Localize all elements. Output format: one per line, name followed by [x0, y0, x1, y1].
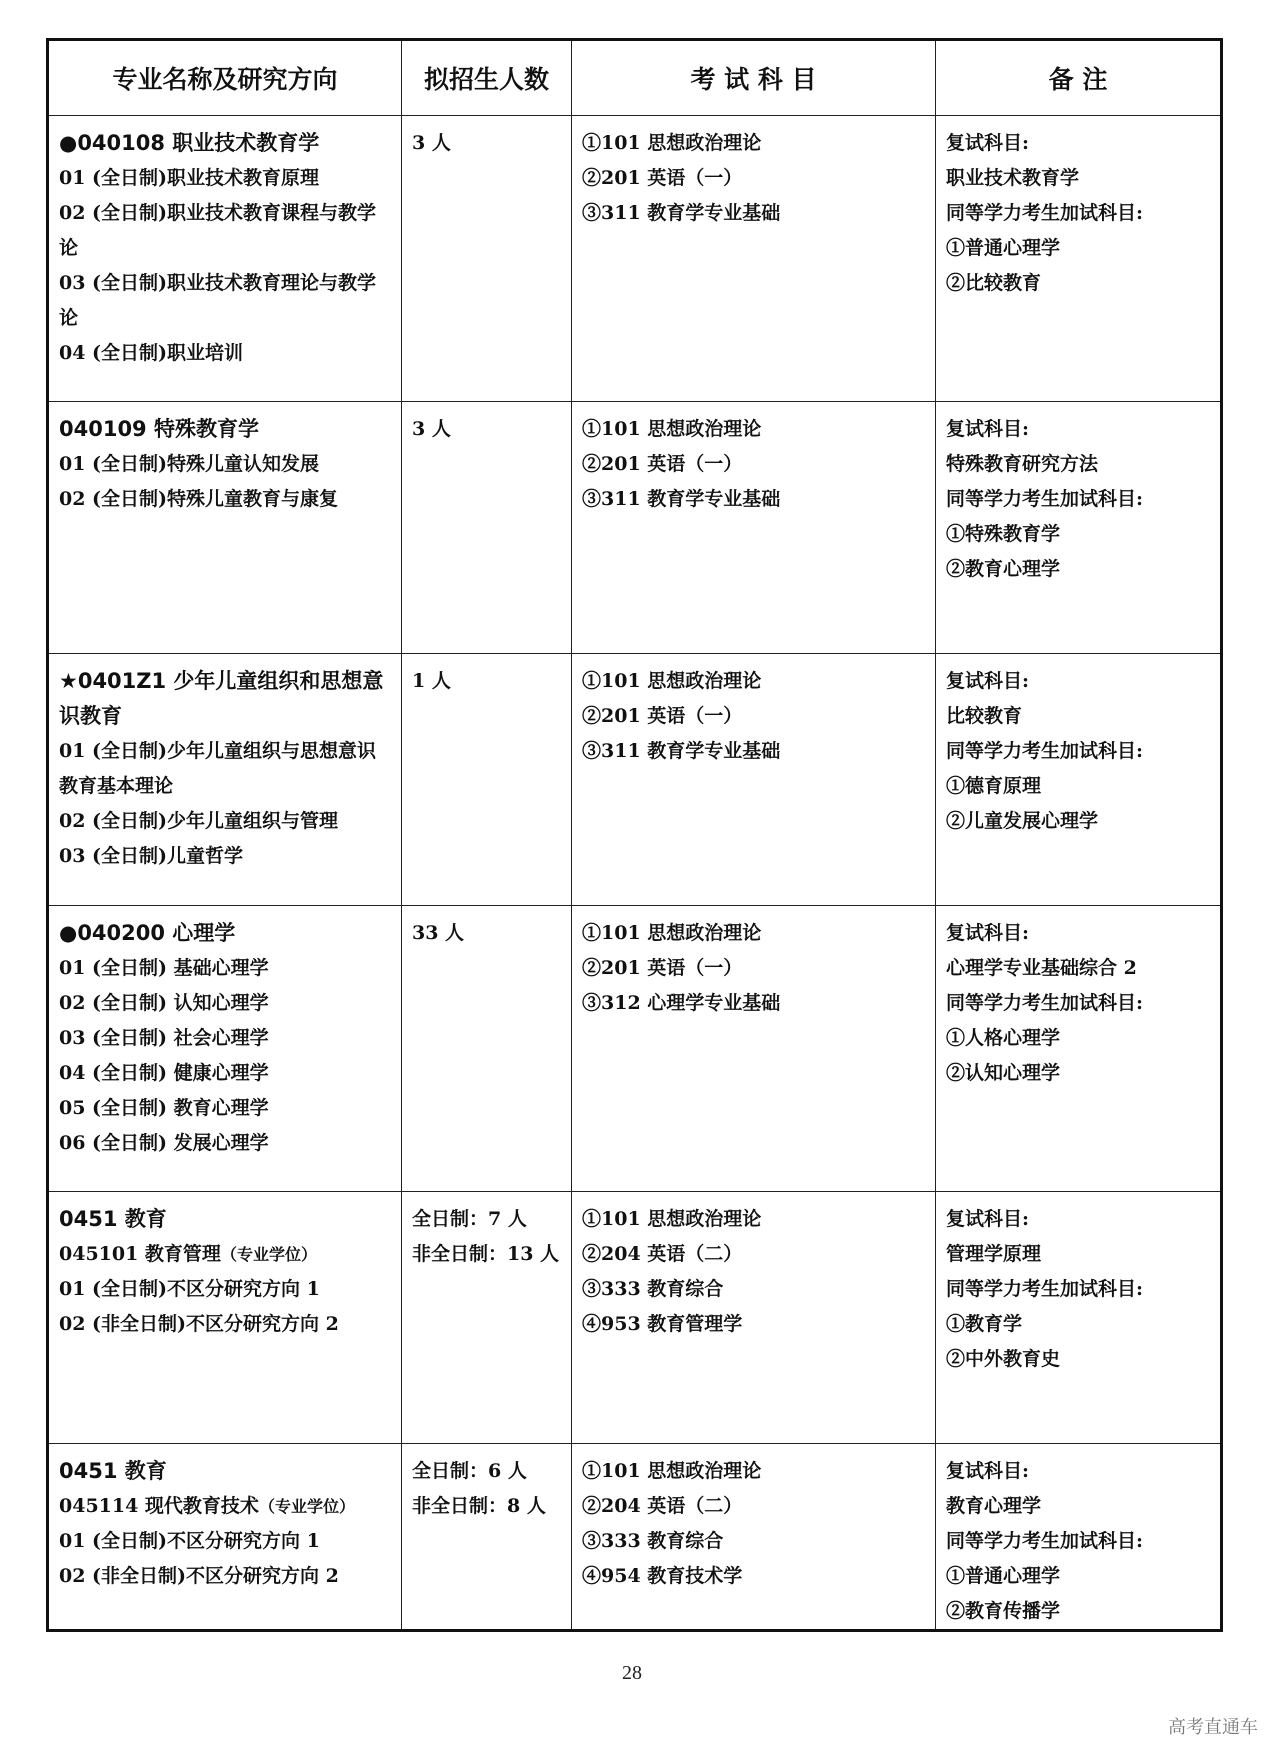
quota-line: 33 人 [412, 922, 465, 944]
research-direction: 04 (全日制)职业培训 [59, 342, 244, 364]
admissions-table [46, 38, 1223, 1632]
exams-content [572, 1444, 935, 1594]
exams-content [572, 1192, 935, 1342]
header-exams: 考 试 科 目 [572, 40, 936, 116]
note-line: 复试科目: [946, 418, 1030, 440]
quota-line: 全日制：7 人 [412, 1208, 527, 1230]
exams-cell [572, 906, 936, 1192]
exam-subject: ③312 心理学专业基础 [582, 992, 781, 1014]
research-direction: 01 (全日制)特殊儿童认知发展 [59, 453, 320, 475]
exams-content [572, 402, 935, 517]
notes-cell [936, 906, 1222, 1192]
major-title: 0451 教育 [59, 1459, 167, 1483]
note-line: 同等学力考生加试科目: [946, 1278, 1144, 1300]
notes-cell [936, 402, 1222, 654]
sub-tag: （专业学位） [258, 1497, 355, 1516]
note-line: 复试科目: [946, 1460, 1030, 1482]
exam-subject: ④954 教育技术学 [582, 1565, 743, 1587]
note-line: 同等学力考生加试科目: [946, 992, 1144, 1014]
major-content [49, 1192, 401, 1342]
major-content [49, 906, 401, 1161]
note-line: ②教育传播学 [946, 1600, 1061, 1622]
exam-subject: ①101 思想政治理论 [582, 670, 762, 692]
exams-cell [572, 116, 936, 402]
exams-content [572, 906, 935, 1021]
header-notes: 备 注 [936, 40, 1222, 116]
quota-cell [402, 654, 572, 906]
quota-cell [402, 1444, 572, 1631]
note-line: 职业技术教育学 [946, 167, 1080, 189]
notes-cell [936, 654, 1222, 906]
quota-content [402, 1192, 571, 1272]
table-row [48, 654, 1222, 906]
research-direction: 03 (全日制) 社会心理学 [59, 1027, 269, 1049]
note-line: 比较教育 [946, 705, 1023, 727]
note-line: 复试科目: [946, 1208, 1030, 1230]
research-direction: 05 (全日制) 教育心理学 [59, 1097, 269, 1119]
note-line: ①教育学 [946, 1313, 1023, 1335]
research-direction: 01 (全日制)少年儿童组织与思想意识教育基本理论 [59, 740, 377, 797]
header-quota: 拟招生人数 [402, 40, 572, 116]
exam-subject: ③311 教育学专业基础 [582, 202, 781, 224]
research-direction: 04 (全日制) 健康心理学 [59, 1062, 269, 1084]
note-line: 教育心理学 [946, 1495, 1042, 1517]
major-title: 040109 特殊教育学 [59, 417, 259, 441]
sub-code: 045114 现代教育技术 [59, 1495, 259, 1517]
exams-cell [572, 1192, 936, 1444]
major-title: ●040108 职业技术教育学 [59, 131, 320, 155]
major-cell [48, 906, 402, 1192]
quota-line: 3 人 [412, 418, 451, 440]
notes-content [936, 906, 1220, 1091]
major-cell [48, 1192, 402, 1444]
exam-subject: ②201 英语（一） [582, 167, 743, 189]
notes-content [936, 1444, 1220, 1629]
note-line: ①普通心理学 [946, 237, 1061, 259]
notes-content [936, 1192, 1220, 1377]
research-direction: 01 (全日制)不区分研究方向 1 [59, 1530, 320, 1552]
research-direction: 02 (非全日制)不区分研究方向 2 [59, 1565, 339, 1587]
header-major: 专业名称及研究方向 [48, 40, 402, 116]
note-line: 心理学专业基础综合 2 [946, 957, 1137, 979]
quota-content [402, 116, 571, 161]
table-row [48, 402, 1222, 654]
notes-cell [936, 1192, 1222, 1444]
note-line: ②比较教育 [946, 272, 1042, 294]
quota-cell [402, 116, 572, 402]
quota-line: 非全日制：8 人 [412, 1495, 546, 1517]
research-direction: 06 (全日制) 发展心理学 [59, 1132, 269, 1154]
major-cell [48, 654, 402, 906]
major-content [49, 116, 401, 371]
notes-content [936, 402, 1220, 587]
table-row [48, 116, 1222, 402]
exam-subject: ①101 思想政治理论 [582, 922, 762, 944]
quota-line: 非全日制：13 人 [412, 1243, 560, 1265]
sub-tag: （专业学位） [220, 1245, 317, 1264]
table-row [48, 1192, 1222, 1444]
quota-content [402, 402, 571, 447]
table-row [48, 1444, 1222, 1631]
note-line: 管理学原理 [946, 1243, 1042, 1265]
exam-subject: ②201 英语（一） [582, 957, 743, 979]
research-direction: 02 (全日制)少年儿童组织与管理 [59, 810, 339, 832]
exam-subject: ②201 英语（一） [582, 453, 743, 475]
notes-content [936, 654, 1220, 839]
exam-subject: ③311 教育学专业基础 [582, 488, 781, 510]
watermark: 高考直通车 [1168, 1717, 1258, 1738]
major-title: ●040200 心理学 [59, 921, 236, 945]
exam-subject: ②204 英语（二） [582, 1243, 743, 1265]
exams-content [572, 116, 935, 231]
major-subtitle [59, 1237, 393, 1272]
note-line: 复试科目: [946, 132, 1030, 154]
exams-cell [572, 654, 936, 906]
note-line: 同等学力考生加试科目: [946, 740, 1144, 762]
header-row [48, 40, 1222, 116]
note-line: ②中外教育史 [946, 1348, 1061, 1370]
notes-content [936, 116, 1220, 301]
exam-subject: ①101 思想政治理论 [582, 418, 762, 440]
research-direction: 02 (全日制)特殊儿童教育与康复 [59, 488, 339, 510]
notes-cell [936, 116, 1222, 402]
research-direction: 01 (全日制)职业技术教育原理 [59, 167, 320, 189]
exam-subject: ③333 教育综合 [582, 1278, 724, 1300]
table-row [48, 906, 1222, 1192]
note-line: ②认知心理学 [946, 1062, 1061, 1084]
notes-cell [936, 1444, 1222, 1631]
research-direction: 01 (全日制)不区分研究方向 1 [59, 1278, 320, 1300]
exam-subject: ①101 思想政治理论 [582, 1460, 762, 1482]
research-direction: 01 (全日制) 基础心理学 [59, 957, 269, 979]
exam-subject: ③311 教育学专业基础 [582, 740, 781, 762]
major-title: ★0401Z1 少年儿童组织和思想意识教育 [59, 669, 384, 728]
exams-cell [572, 402, 936, 654]
note-line: 同等学力考生加试科目: [946, 1530, 1144, 1552]
quota-content [402, 1444, 571, 1524]
quota-line: 3 人 [412, 132, 451, 154]
major-title: 0451 教育 [59, 1207, 167, 1231]
note-line: ①人格心理学 [946, 1027, 1061, 1049]
exam-subject: ④953 教育管理学 [582, 1313, 743, 1335]
exams-cell [572, 1444, 936, 1631]
note-line: ①德育原理 [946, 775, 1042, 797]
quota-content [402, 906, 571, 951]
major-cell [48, 402, 402, 654]
major-content [49, 654, 401, 874]
exam-subject: ②201 英语（一） [582, 705, 743, 727]
major-subtitle [59, 1489, 393, 1524]
research-direction: 02 (全日制)职业技术教育课程与教学论 [59, 202, 377, 259]
note-line: 特殊教育研究方法 [946, 453, 1099, 475]
major-cell [48, 116, 402, 402]
note-line: 同等学力考生加试科目: [946, 202, 1144, 224]
quota-cell [402, 1192, 572, 1444]
quota-line: 1 人 [412, 670, 451, 692]
major-content [49, 402, 401, 517]
note-line: 复试科目: [946, 922, 1030, 944]
exams-content [572, 654, 935, 769]
quota-content [402, 654, 571, 699]
quota-line: 全日制：6 人 [412, 1460, 527, 1482]
quota-cell [402, 906, 572, 1192]
exam-subject: ①101 思想政治理论 [582, 132, 762, 154]
major-content [49, 1444, 401, 1594]
note-line: ①特殊教育学 [946, 523, 1061, 545]
note-line: ①普通心理学 [946, 1565, 1061, 1587]
major-cell [48, 1444, 402, 1631]
quota-cell [402, 402, 572, 654]
exam-subject: ③333 教育综合 [582, 1530, 724, 1552]
note-line: 复试科目: [946, 670, 1030, 692]
note-line: ②儿童发展心理学 [946, 810, 1099, 832]
research-direction: 02 (非全日制)不区分研究方向 2 [59, 1313, 339, 1335]
sub-code: 045101 教育管理 [59, 1243, 221, 1265]
research-direction: 03 (全日制)儿童哲学 [59, 845, 244, 867]
exam-subject: ①101 思想政治理论 [582, 1208, 762, 1230]
note-line: 同等学力考生加试科目: [946, 488, 1144, 510]
page-number: 28 [622, 1662, 642, 1684]
note-line: ②教育心理学 [946, 558, 1061, 580]
research-direction: 02 (全日制) 认知心理学 [59, 992, 269, 1014]
exam-subject: ②204 英语（二） [582, 1495, 743, 1517]
research-direction: 03 (全日制)职业技术教育理论与教学论 [59, 272, 377, 329]
